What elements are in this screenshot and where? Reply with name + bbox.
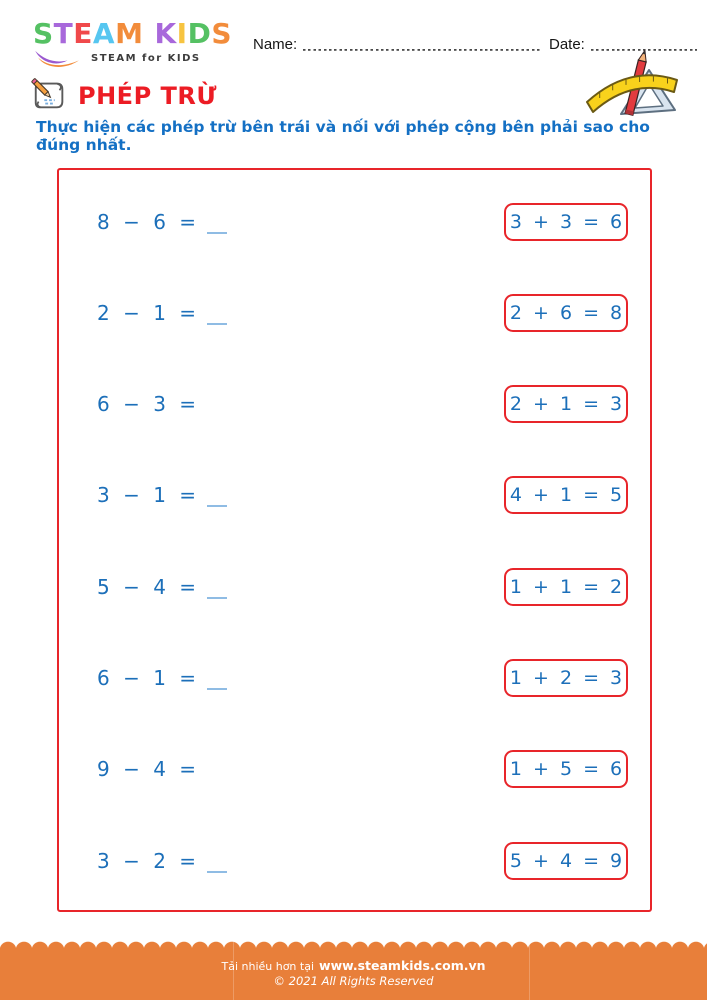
subtraction-problem: 3 − 1 = — [97, 483, 197, 507]
footer — [0, 950, 707, 1000]
problem-row — [59, 202, 650, 242]
addition-equation: 2 + 1 = 3 — [509, 393, 623, 415]
subtraction-problem: 9 − 4 = — [97, 757, 197, 781]
addition-equation: 1 + 1 = 2 — [509, 576, 623, 598]
problem-row — [59, 658, 650, 698]
addition-equation: 1 + 2 = 3 — [509, 667, 623, 689]
logo-tagline: STEAM for KIDS — [91, 53, 201, 64]
logo-letter: K — [154, 17, 177, 50]
subtraction-problem: 5 − 4 = — [97, 575, 197, 599]
subtraction-problem: 3 − 2 = — [97, 849, 197, 873]
addition-box — [504, 476, 628, 514]
addition-equation: 1 + 5 = 6 — [509, 758, 623, 780]
subtraction-problem: 8 − 6 = — [97, 210, 197, 234]
addition-equation: 3 + 3 = 6 — [509, 211, 623, 233]
logo-swoosh-icon — [33, 49, 85, 68]
logo-letter: M — [115, 17, 144, 50]
answer-blank — [207, 597, 227, 599]
copyright-text: © 2021 All Rights Reserved — [273, 974, 434, 988]
problem-row — [59, 293, 650, 333]
problems-box — [57, 168, 652, 912]
page-title: PHÉP TRỪ — [78, 82, 217, 110]
addition-box — [504, 659, 628, 697]
logo-letter: E — [73, 17, 93, 50]
addition-equation: 2 + 6 = 8 — [509, 302, 623, 324]
subtraction-problem: 6 − 3 = — [97, 392, 197, 416]
problem-row — [59, 384, 650, 424]
subtraction-problem: 2 − 1 = — [97, 301, 197, 325]
instruction-text: Thực hiện các phép trừ bên trái và nối với phép cộng bên phải sao cho đúng nhất. — [36, 118, 650, 154]
logo-letter: S — [211, 17, 233, 50]
name-line — [303, 38, 541, 51]
answer-blank — [207, 871, 227, 873]
footer-divider — [233, 941, 234, 1000]
logo-letter: I — [176, 17, 188, 50]
website-url: www.steamkids.com.vn — [319, 958, 486, 973]
date-label: Date: — [549, 36, 585, 53]
subtraction-problem: 6 − 1 = — [97, 666, 197, 690]
footer-divider — [529, 941, 530, 1000]
addition-equation: 4 + 1 = 5 — [509, 484, 623, 506]
logo-letter: A — [92, 17, 116, 50]
name-label: Name: — [253, 36, 298, 53]
addition-box — [504, 385, 628, 423]
name-field — [253, 36, 541, 53]
addition-box — [504, 568, 628, 606]
footer-prefix: Tải nhiều hơn tại — [221, 960, 315, 973]
addition-equation: 5 + 4 = 9 — [509, 850, 623, 872]
addition-box — [504, 294, 628, 332]
addition-box — [504, 842, 628, 880]
addition-box — [504, 203, 628, 241]
problem-row — [59, 749, 650, 789]
problem-row — [59, 475, 650, 515]
answer-blank — [207, 505, 227, 507]
logo-letter: S — [33, 17, 54, 50]
problem-row — [59, 567, 650, 607]
problem-row — [59, 841, 650, 881]
answer-blank — [207, 323, 227, 325]
steamkids-logo — [33, 17, 233, 68]
logo-letter: T — [53, 17, 74, 50]
scroll-pencil-icon — [29, 76, 71, 114]
logo-letter: D — [187, 17, 212, 50]
logo-wordmark — [33, 17, 233, 50]
addition-box — [504, 750, 628, 788]
answer-blank — [207, 688, 227, 690]
scallop-border — [0, 941, 707, 950]
answer-blank — [207, 232, 227, 234]
